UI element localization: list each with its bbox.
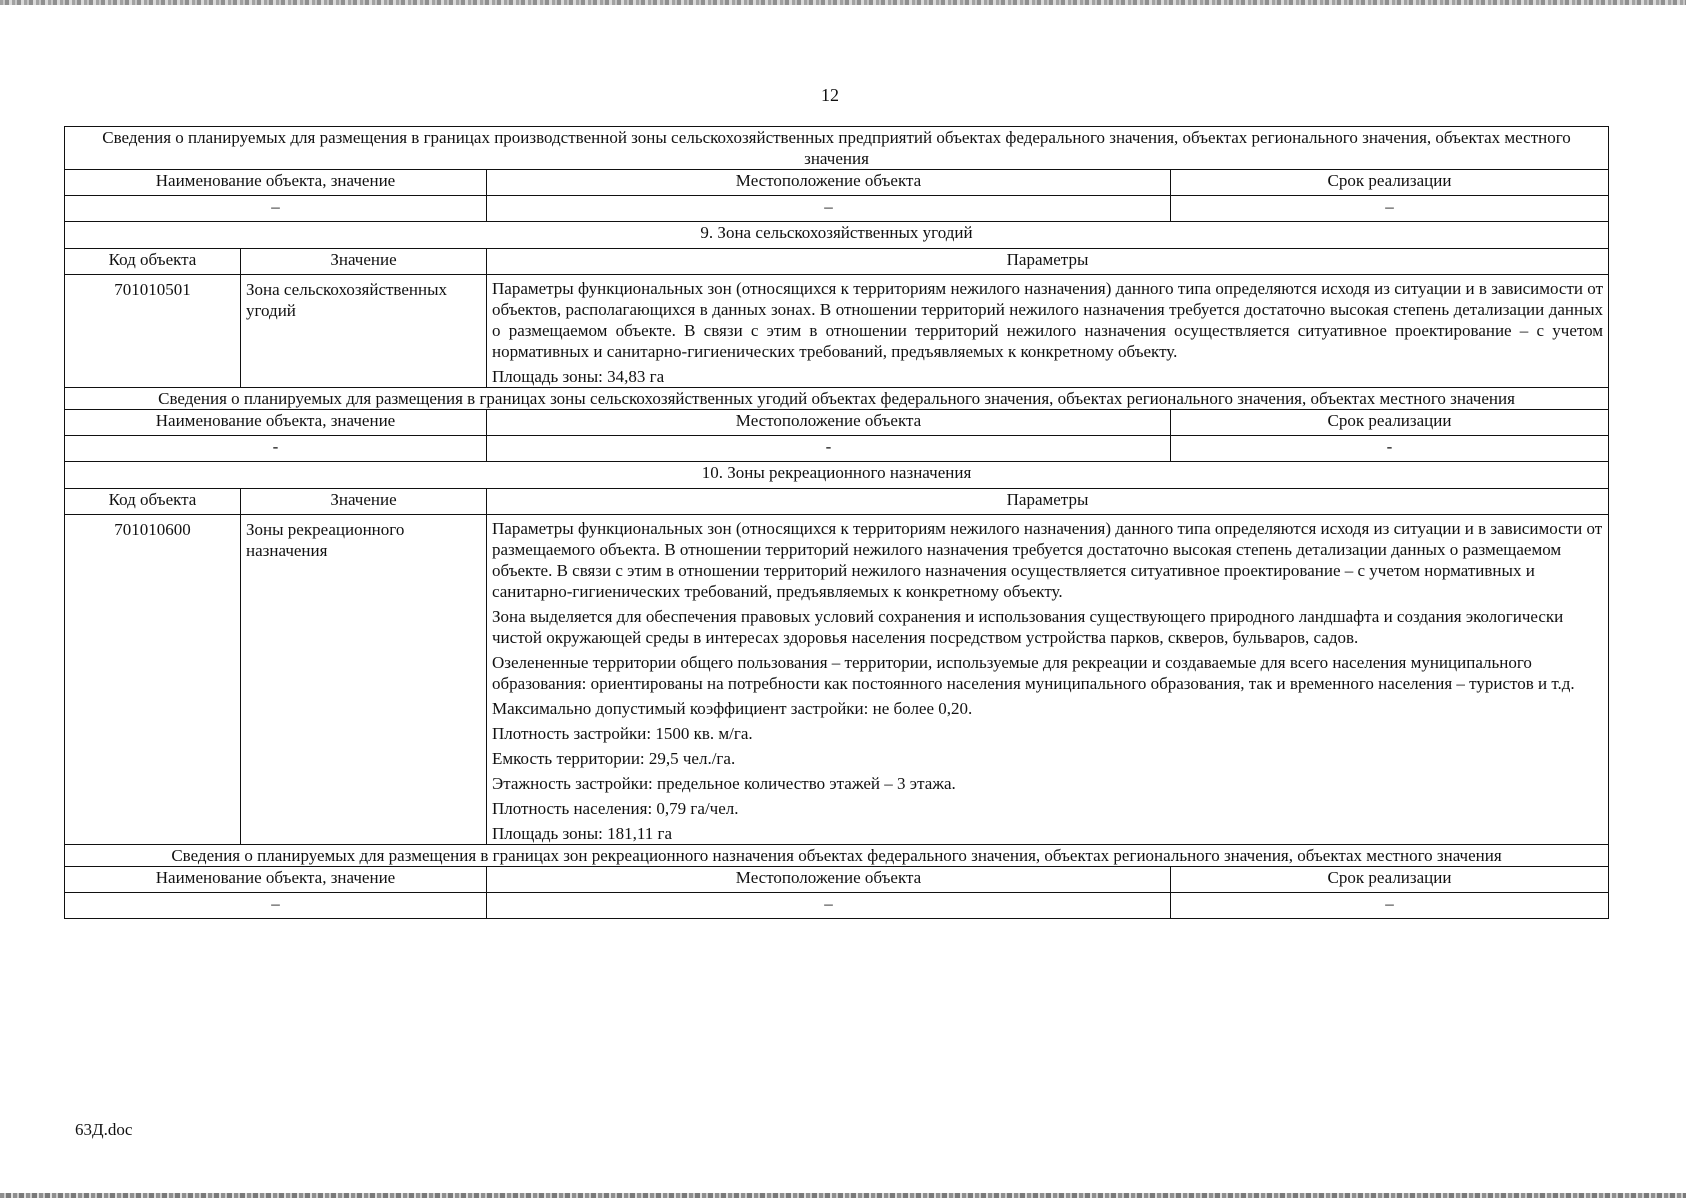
zone-title-row: [65, 222, 1609, 249]
objects-header-row: [65, 170, 1609, 196]
param-paragraph: Зона выделяется для обеспечения правовых условий сохранения и использования существующего природного ландшафта и создания экологически чистой окружающей среды в интересах здоровья населения посредством устройства парков, скверов, бульваров, садов.: [492, 607, 1564, 647]
objects-header-row: [65, 867, 1609, 893]
param-capacity: Емкость территории: 29,5 чел./га.: [492, 749, 736, 768]
header-location: Местоположение объекта: [487, 410, 1171, 436]
zone-title: 9. Зона сельскохозяйственных угодий: [65, 222, 1609, 249]
header-value: Значение: [241, 489, 487, 515]
cell-term-empty: -: [1171, 436, 1609, 462]
param-building-coefficient: Максимально допустимый коэффициент застройки: не более 0,20.: [492, 699, 973, 718]
zone-name: Зона сельскохозяйственных угодий: [241, 275, 487, 388]
param-paragraph: Параметры функциональных зон (относящихся к территориям нежилого назначения) данного типа определяются исходя из ситуации и в зависимости от объектов, располагающихся в данных зонах. В отношении территорий нежилого назначения требуется достаточно высокая степень детализации данных о размещаемом объекте. В связи с этим в отношении территорий нежилого назначения осуществляется ситуативное проектирование – с учетом нормативных и санитарно-гигиенических требований, предъявляемых к конкретному объекту.: [492, 279, 1604, 361]
header-term: Срок реализации: [1171, 170, 1609, 196]
zone-code: 701010501: [65, 275, 241, 388]
objects-empty-row: [65, 436, 1609, 462]
cell-term-empty: –: [1171, 196, 1609, 222]
header-name: Наименование объекта, значение: [65, 410, 487, 436]
footer-filename: 63Д.doc: [75, 1120, 133, 1139]
header-term: Срок реализации: [1171, 867, 1609, 893]
param-area: Площадь зоны: 34,83 га: [492, 367, 665, 386]
objects-header-row: [65, 410, 1609, 436]
header-location: Местоположение объекта: [487, 867, 1171, 893]
zones-table: [64, 126, 1609, 919]
objects-empty-row: [65, 893, 1609, 919]
scan-edge-top: [0, 0, 1686, 5]
header-value: Значение: [241, 249, 487, 275]
section-heading: Сведения о планируемых для размещения в границах производственной зоны сельскохозяйственных предприятий объектах федерального значения, объектах регионального значения, объектах местного значения: [65, 127, 1609, 170]
zone-name: Зоны рекреационного назначения: [241, 515, 487, 845]
header-code: Код объекта: [65, 249, 241, 275]
header-location: Местоположение объекта: [487, 170, 1171, 196]
header-term: Срок реализации: [1171, 410, 1609, 436]
zone-params: [487, 275, 1609, 388]
header-params: Параметры: [487, 249, 1609, 275]
zone-code: 701010600: [65, 515, 241, 845]
cell-name-empty: –: [65, 893, 487, 919]
zone-header-row: [65, 489, 1609, 515]
param-population-density: Плотность населения: 0,79 га/чел.: [492, 799, 739, 818]
header-code: Код объекта: [65, 489, 241, 515]
cell-term-empty: –: [1171, 893, 1609, 919]
header-name: Наименование объекта, значение: [65, 867, 487, 893]
zone-header-row: [65, 249, 1609, 275]
header-name: Наименование объекта, значение: [65, 170, 487, 196]
scan-edge-bottom: [0, 1193, 1686, 1198]
cell-location-empty: –: [487, 893, 1171, 919]
objects-empty-row: [65, 196, 1609, 222]
param-building-density: Плотность застройки: 1500 кв. м/га.: [492, 724, 753, 743]
param-area: Площадь зоны: 181,11 га: [492, 824, 673, 843]
section-heading-row: [65, 127, 1609, 170]
param-floors: Этажность застройки: предельное количество этажей – 3 этажа.: [492, 774, 956, 793]
page-number: 12: [821, 85, 839, 105]
section-heading: Сведения о планируемых для размещения в границах зоны сельскохозяйственных угодий объектах федерального значения, объектах регионального значения, объектах местного значения: [65, 388, 1609, 410]
zone-params: [487, 515, 1609, 845]
cell-name-empty: –: [65, 196, 487, 222]
param-paragraph: Озелененные территории общего пользования – территории, используемые для рекреации и создаваемые для всего населения муниципального образования: ориентированы на потребности как постоянного населения муниципального образования, так и временного населения – туристов и т.д.: [492, 653, 1575, 693]
section-heading-row: [65, 388, 1609, 410]
header-params: Параметры: [487, 489, 1609, 515]
param-paragraph: Параметры функциональных зон (относящихся к территориям нежилого назначения) данного типа определяются исходя из ситуации и в зависимости от размещаемого объекта. В отношении территорий нежилого назначения требуется достаточно высокая степень детализации данных о размещаемом объекте. В связи с этим в отношении территорий нежилого назначения осуществляется ситуативное проектирование – с учетом нормативных и санитарно-гигиенических требований, предъявляемых к конкретному объекту.: [492, 519, 1603, 601]
section-heading-row: [65, 845, 1609, 867]
cell-location-empty: -: [487, 436, 1171, 462]
zone-row: [65, 275, 1609, 388]
section-heading: Сведения о планируемых для размещения в границах зон рекреационного назначения объектах федерального значения, объектах регионального значения, объектах местного значения: [65, 845, 1609, 867]
zone-row: [65, 515, 1609, 845]
zone-title: 10. Зоны рекреационного назначения: [65, 462, 1609, 489]
cell-name-empty: -: [65, 436, 487, 462]
cell-location-empty: –: [487, 196, 1171, 222]
zone-title-row: [65, 462, 1609, 489]
